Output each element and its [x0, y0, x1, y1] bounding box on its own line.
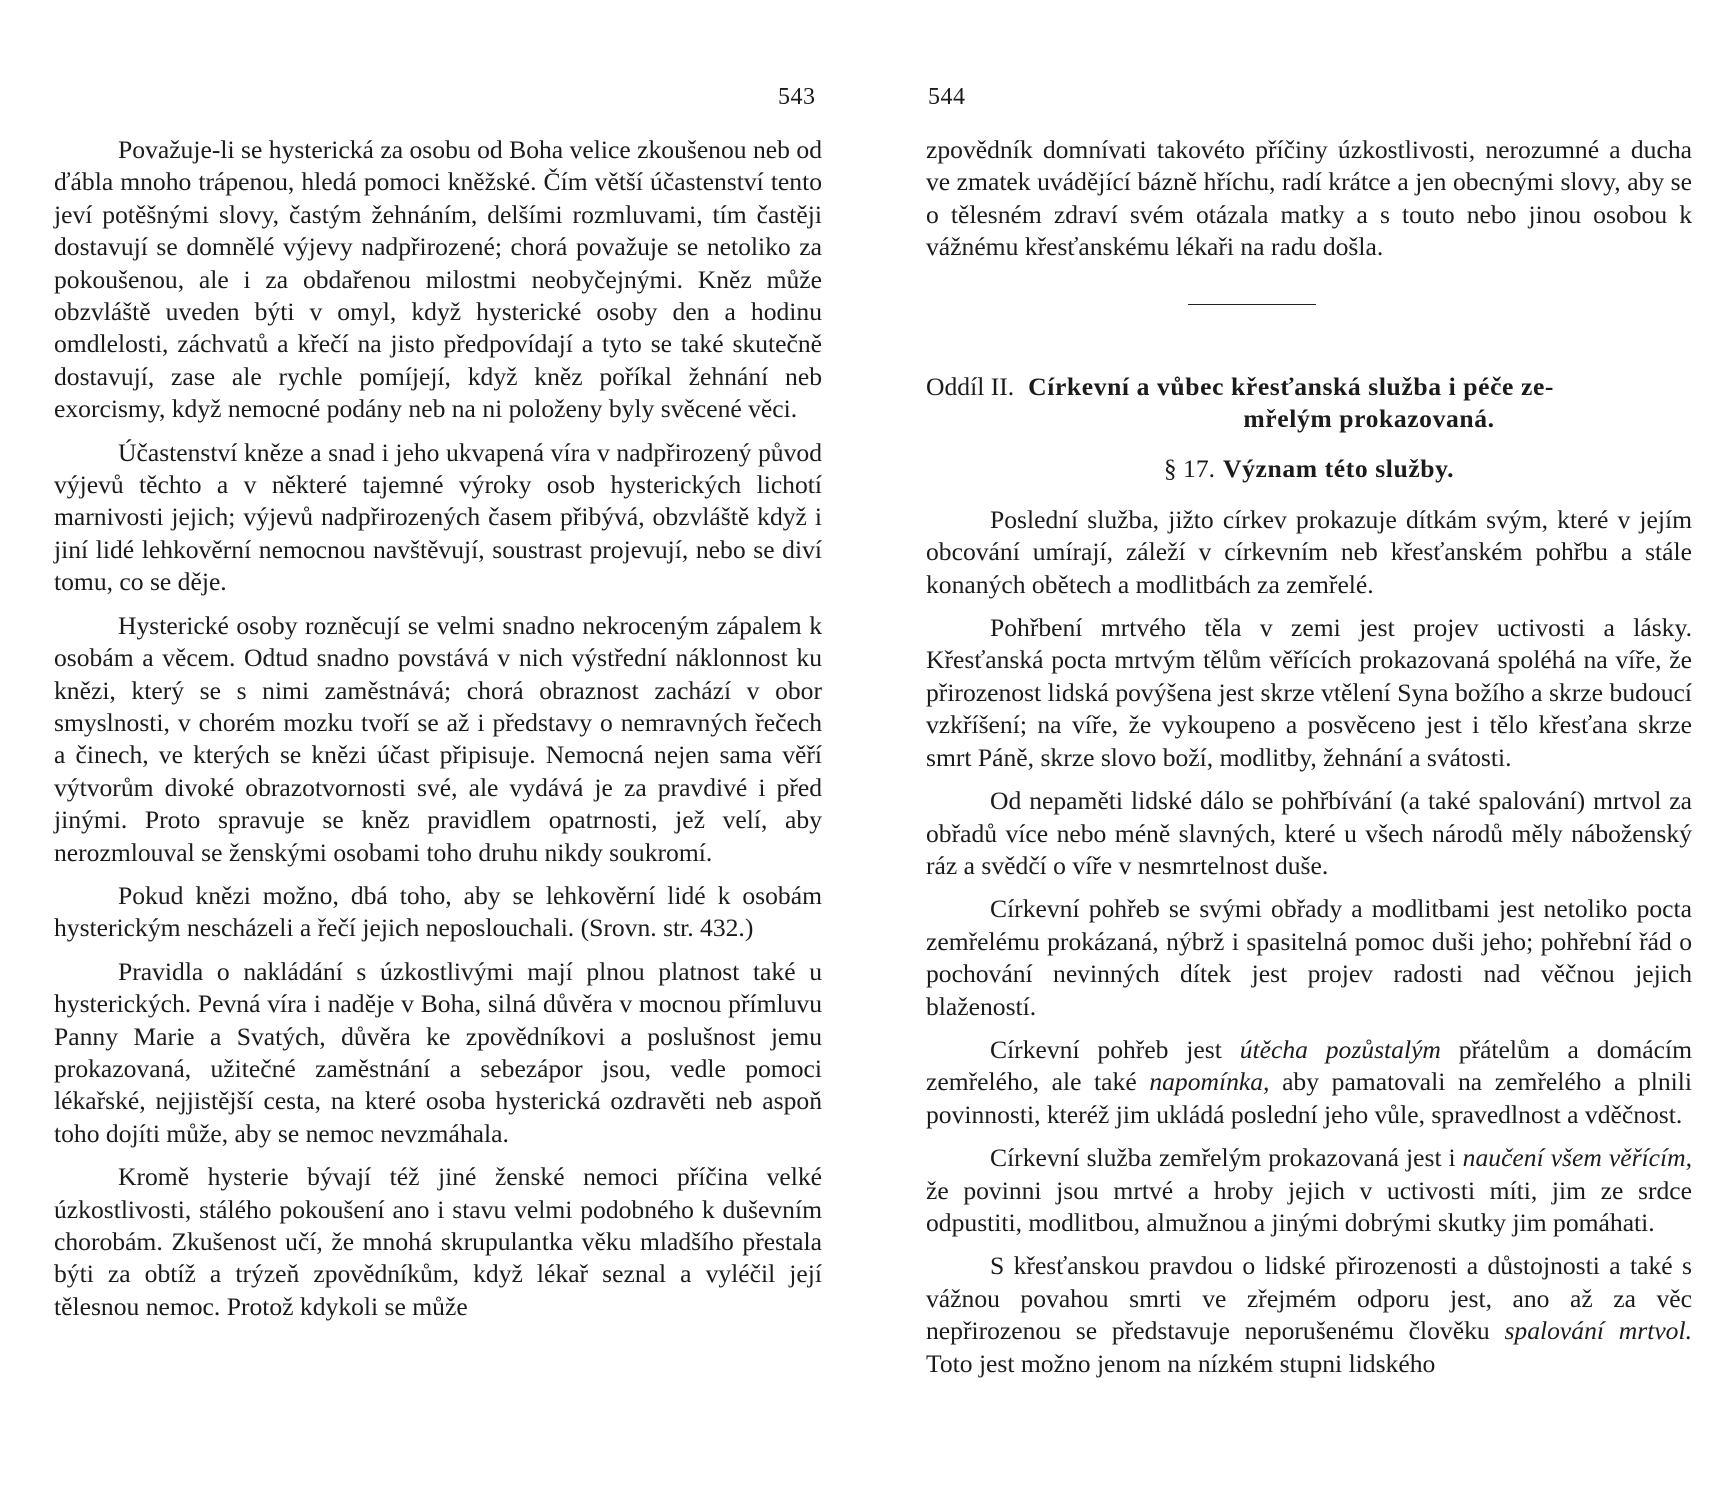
- emphasis: naučení všem věřícím,: [1462, 1143, 1692, 1173]
- paragraph: Pravidla o nakládání s úzkostlivými mají plnou platnost také u hysterických. Pevná víra i naděje v Boha, silná důvěra v mocnou přímluvu Panny Marie a Svatých, důvěra ke zpovědníkovi a poslušnost jemu prokazovaná, užitečné zaměstnání a sebezápor jsou, vedle pomoci lékařské, nejjistější cesta, na které osoba hysterická ozdravěti neb aspoň toho dojíti může, aby se nemoc nevzmáhala.: [54, 956, 822, 1148]
- page-number: 543: [778, 84, 816, 110]
- paragraph-number: § 17.: [1163, 454, 1216, 484]
- page-number: 544: [928, 84, 966, 110]
- emphasis: napomínka,: [1149, 1067, 1270, 1097]
- paragraph: Pokud knězi možno, dbá toho, aby se lehkověrní lidé k osobám hysterickým nescházeli a řečí jejich neposlouchali. (Srovn. str. 432.): [54, 880, 822, 943]
- emphasis: spalování mrtvol.: [1504, 1316, 1692, 1346]
- text-column: [926, 134, 1692, 1380]
- paragraph: Poslední služba, jižto církev prokazuje dítkám svým, které v jejím obcování umírají, záleží v církevním neb křesťanském pohřbu a stále konaných obětech a modlitbách za zemřelé.: [926, 504, 1692, 599]
- paragraph: Církevní služba zemřelým prokazovaná jest i naučení všem věřícím, že povinni jsou mrtvé a hroby jejich v uctivosti míti, jim ze srdce odpustiti, modlitbou, almužnou a jinými dobrými skutky jim pomáhati.: [926, 1143, 1692, 1237]
- paragraph-heading: [926, 453, 1692, 485]
- paragraph: Pohřbení mrtvého těla v zemi jest projev uctivosti a lásky. Křesťanská pocta mrtvým tělům věřících prokazovaná spoléhá na víře, že přirozenost lidská povýšena jest skrze vtělení Syna božího a skrze budoucí vzkříšení; na víře, že vykoupeno a posvěceno jest i tělo křesťana skrze smrt Páně, skrze slovo boží, modlitby, žehnání a svátosti.: [926, 613, 1692, 772]
- section-heading: [926, 371, 1692, 436]
- section-label: Oddíl II.: [926, 371, 1015, 401]
- paragraph: Církevní pohřeb se svými obřady a modlitbami jest netoliko pocta zemřelému prokázaná, nýbrž i spasitelná pomoc duši jeho; pohřební řád o pochování nevinných dítek jest projev radosti nad věčnou jejich blažeností.: [926, 894, 1692, 1021]
- paragraph: Kromě hysterie bývají též jiné ženské nemoci příčina velké úzkostlivosti, stálého pokoušení ano i stavu velmi podobného k duševním chorobám. Zkušenost učí, že mnohá skrupulantka věku mladšího přestala býti za obtíž a trýzeň zpovědníkům, když lékař seznal a vyléčil její tělesnou nemoc. Protož kdykoli se může: [54, 1162, 822, 1321]
- emphasis: útěcha pozůstalým: [1239, 1034, 1441, 1064]
- separator-rule: [1188, 304, 1316, 305]
- paragraph: Církevní pohřeb jest útěcha pozůstalým přátelům a domácím zemřelého, ale také napomínka, aby pamatovali na zemřelého a plnili povinnosti, kteréž jim ukládá poslední jeho vůle, spravedlnost a vděčnost.: [926, 1034, 1692, 1129]
- paragraph-title: Význam této služby.: [1223, 454, 1455, 484]
- paragraph: Hysterické osoby rozněcují se velmi snadno nekroceným zápalem k osobám a věcem. Odtud snadno povstává v nich výstřední náklonnost ku knězi, který se s nimi zaměstnává; chorá obraznost zachází v obor smyslnosti, v chorém mozku tvoří se až i představy o nemravných řečech a činech, ve kterých se knězi účast připisuje. Nemocná nejen sama věří výtvorům divoké obrazotvornosti své, ale vydává je za pravdivé i před jinými. Proto spravuje se kněz pravidlem opatrnosti, jež velí, aby nerozmlouval se ženskými osobami toho druhu nikdy soukromí.: [54, 610, 822, 867]
- paragraph: Od nepaměti lidské dálo se pohřbívání (a také spalování) mrtvol za obřadů více nebo méně slavných, které u všech národů měly náboženský ráz a svědčí o víře v nesmrtelnost duše.: [926, 786, 1692, 880]
- paragraph: zpovědník domnívati takovéto příčiny úzkostlivosti, nerozumné a ducha ve zmatek uvádějící bázně hříchu, radí krátce a jen obecnými slovy, aby se o tělesném zdraví svém otázala matky a s touto nebo jinou osobou k vážnému křesťanskému lékaři na radu došla.: [926, 135, 1692, 262]
- text-column: [54, 134, 822, 1323]
- right-page: [866, 0, 1732, 1500]
- section-title: Církevní a vůbec křesťanská služba i péče ze-: [1028, 371, 1555, 401]
- paragraph: Považuje-li se hysterická za osobu od Boha velice zkoušenou neb od ďábla mnoho trápenou, hledá pomoci kněžské. Čím větší účastenství tento jeví potěšnými slovy, častým žehnáním, delšími rozmluvami, tím častěji dostavují se domnělé výjevy nadpřirozené; chorá považuje se netoliko za pokoušenou, ale i za obdařenou milostmi neobyčejnými. Kněz může obzvláště uveden býti v omyl, když hysterické osoby den a hodinu omdlelosti, záchvatů a křečí na jisto předpovídají a tyto se také skutečně dostavují, zase ale rychle pomíjejí, když kněz poříkal žehnání neb exorcismy, když nemocné podány neb na ni položeny byly svěcené věci.: [54, 135, 822, 424]
- paragraph: Účastenství kněze a snad i jeho ukvapená víra v nadpřirozený původ výjevů těchto a v některé tajemné výroky osob hysterických lichotí marnivosti jejich; výjevů nadpřirozených časem přibývá, obzvláště když i jiní lidé lehkověrní nemocnou navštěvují, soustrast projevují, nebo se diví tomu, co se děje.: [54, 437, 822, 597]
- section-title-continued: mřelým prokazovaná.: [1243, 404, 1495, 434]
- paragraph: S křesťanskou pravdou o lidské přirozenosti a důstojnosti a také s vážnou povahou smrti ve zřejmém odporu jest, ano až za věc nepřirozenou se představuje neporušenému člověku spalování mrtvol. Toto jest možno jenom na nízkém stupni lidského: [926, 1251, 1692, 1378]
